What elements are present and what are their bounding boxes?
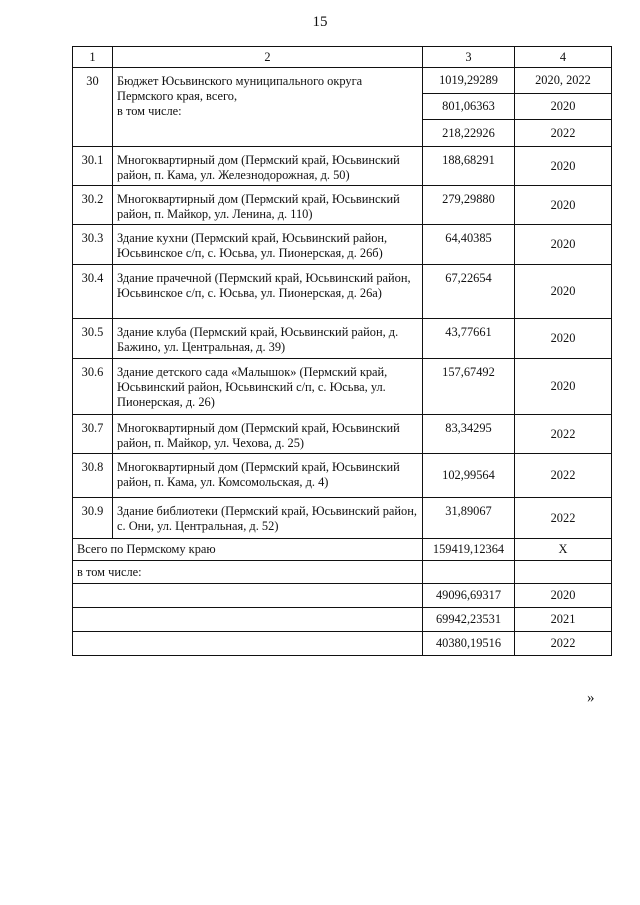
- table-row: [73, 225, 612, 265]
- row-amount: 43,77661: [423, 319, 515, 359]
- row-year: 2022: [515, 498, 612, 539]
- empty-cell: [73, 608, 423, 632]
- row-year: 2020: [515, 319, 612, 359]
- table-row: [73, 68, 612, 94]
- table-row: [73, 265, 612, 319]
- row-number: 30.9: [73, 498, 113, 539]
- total-year: Х: [515, 539, 612, 561]
- row-number: 30.3: [73, 225, 113, 265]
- row-year: 2020: [515, 186, 612, 225]
- breakdown-amount: 69942,23531: [423, 608, 515, 632]
- row-year: 2020, 2022: [515, 68, 612, 94]
- row-year: 2020: [515, 265, 612, 319]
- empty-cell: [423, 561, 515, 584]
- including-row: [73, 561, 612, 584]
- row-description: Бюджет Юсьвинского муниципального округа Пермского края, всего, в том числе:: [113, 68, 423, 147]
- row-description: Многоквартирный дом (Пермский край, Юсьвинский район, п. Кама, ул. Комсомольская, д. 4): [113, 454, 423, 498]
- header-cell: 2: [113, 47, 423, 68]
- row-number: 30.6: [73, 359, 113, 415]
- row-description: Здание детского сада «Малышок» (Пермский край, Юсьвинский район, Юсьвинский с/п, с. Юсьва, ул. Пионерская, д. 26): [113, 359, 423, 415]
- header-cell: 1: [73, 47, 113, 68]
- row-amount: 801,06363: [423, 94, 515, 120]
- row-description: Здание библиотеки (Пермский край, Юсьвинский район, с. Они, ул. Центральная, д. 52): [113, 498, 423, 539]
- empty-cell: [73, 632, 423, 656]
- closing-quote: »: [587, 690, 595, 706]
- row-number: 30.1: [73, 147, 113, 186]
- row-year: 2020: [515, 94, 612, 120]
- row-amount: 279,29880: [423, 186, 515, 225]
- row-year: 2020: [515, 147, 612, 186]
- row-amount: 83,34295: [423, 415, 515, 454]
- breakdown-year: 2021: [515, 608, 612, 632]
- table-row: [73, 498, 612, 539]
- breakdown-year: 2020: [515, 584, 612, 608]
- row-number: 30.2: [73, 186, 113, 225]
- row-amount: 218,22926: [423, 120, 515, 147]
- row-number: 30.5: [73, 319, 113, 359]
- row-amount: 31,89067: [423, 498, 515, 539]
- page-number: 15: [312, 14, 328, 30]
- row-number: 30: [73, 68, 113, 147]
- row-amount: 64,40385: [423, 225, 515, 265]
- total-label: Всего по Пермскому краю: [73, 539, 423, 561]
- row-description: Здание кухни (Пермский край, Юсьвинский район, Юсьвинское с/п, с. Юсьва, ул. Пионерская, д. 26б): [113, 225, 423, 265]
- row-year: 2022: [515, 454, 612, 498]
- breakdown-amount: 49096,69317: [423, 584, 515, 608]
- breakdown-row: [73, 584, 612, 608]
- breakdown-amount: 40380,19516: [423, 632, 515, 656]
- row-description: Многоквартирный дом (Пермский край, Юсьвинский район, п. Майкор, ул. Ленина, д. 110): [113, 186, 423, 225]
- row-year: 2020: [515, 225, 612, 265]
- row-year: 2022: [515, 120, 612, 147]
- row-description: Здание клуба (Пермский край, Юсьвинский район, д. Бажино, ул. Центральная, д. 39): [113, 319, 423, 359]
- empty-cell: [515, 561, 612, 584]
- row-amount: 1019,29289: [423, 68, 515, 94]
- row-year: 2020: [515, 359, 612, 415]
- table-row: [73, 319, 612, 359]
- breakdown-row: [73, 632, 612, 656]
- row-year: 2022: [515, 415, 612, 454]
- empty-cell: [73, 584, 423, 608]
- allocation-table: [72, 46, 612, 656]
- header-cell: 4: [515, 47, 612, 68]
- row-description: Многоквартирный дом (Пермский край, Юсьвинский район, п. Кама, ул. Железнодорожная, д. 50): [113, 147, 423, 186]
- including-label: в том числе:: [73, 561, 423, 584]
- row-description: Многоквартирный дом (Пермский край, Юсьвинский район, п. Майкор, ул. Чехова, д. 25): [113, 415, 423, 454]
- table-row: [73, 186, 612, 225]
- table-row: [73, 359, 612, 415]
- table-header-row: [73, 47, 612, 68]
- row-number: 30.4: [73, 265, 113, 319]
- table-row: [73, 415, 612, 454]
- total-row: [73, 539, 612, 561]
- row-amount: 188,68291: [423, 147, 515, 186]
- row-amount: 67,22654: [423, 265, 515, 319]
- row-amount: 157,67492: [423, 359, 515, 415]
- breakdown-row: [73, 608, 612, 632]
- row-amount: 102,99564: [423, 454, 515, 498]
- header-cell: 3: [423, 47, 515, 68]
- breakdown-year: 2022: [515, 632, 612, 656]
- table-row: [73, 454, 612, 498]
- total-amount: 159419,12364: [423, 539, 515, 561]
- row-number: 30.7: [73, 415, 113, 454]
- row-description: Здание прачечной (Пермский край, Юсьвинский район, Юсьвинское с/п, с. Юсьва, ул. Пионерская, д. 26а): [113, 265, 423, 319]
- table-row: [73, 147, 612, 186]
- row-number: 30.8: [73, 454, 113, 498]
